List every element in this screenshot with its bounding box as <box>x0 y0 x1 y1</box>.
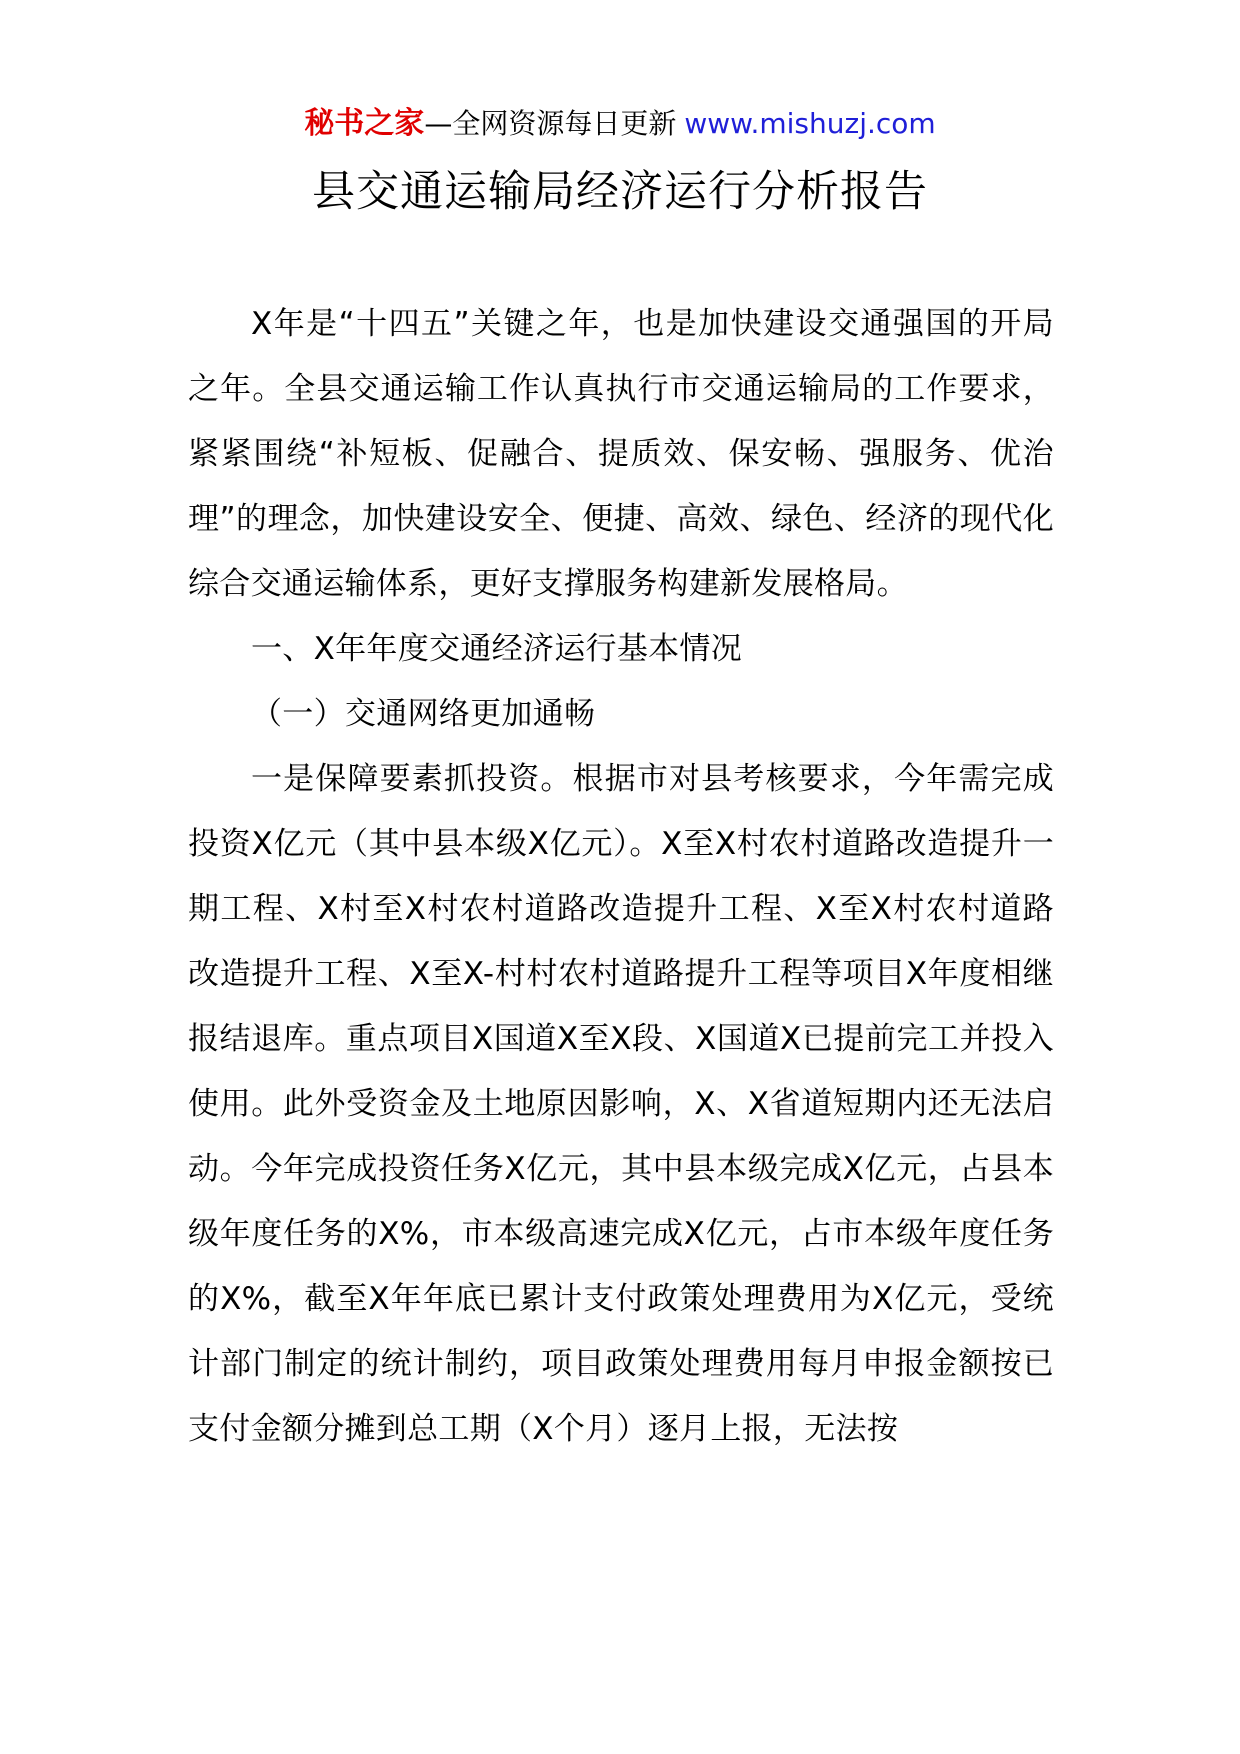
site-brand: 秘书之家 <box>304 106 425 141</box>
site-url-link[interactable]: www.mishuzj.com <box>684 107 936 140</box>
intro-paragraph: X年是“十四五”关键之年，也是加快建设交通强国的开局之年。全县交通运输工作认真执行市交通运输局的工作要求，紧紧围绕“补短板、促融合、提质效、保安畅、强服务、优治理”的理念，加快建设安全、便捷、高效、绿色、经济的现代化综合交通运输体系，更好支撑服务构建新发展格局。 <box>188 306 1054 602</box>
document-body <box>188 292 1054 1462</box>
site-slogan: 全网资源每日更新 <box>452 107 677 140</box>
section-heading: 一、X年年度交通经济运行基本情况 <box>251 631 743 667</box>
banner-dash: — <box>424 107 453 140</box>
subsection-heading: （一）交通网络更加通畅 <box>251 696 596 732</box>
site-banner <box>0 104 1240 144</box>
document-title: 县交通运输局经济运行分析报告 <box>312 167 928 217</box>
investment-paragraph: 一是保障要素抓投资。根据市对县考核要求，今年需完成投资X亿元（其中县本级X亿元）。X至X村农村道路改造提升一期工程、X村至X村农村道路改造提升工程、X至X村农村道路改造提升工程、X至X-村村农村道路提升工程等项目X年度相继报结退库。重点项目X国道X至X段、X国道X已提前完工并投入使用。此外受资金及土地原因影响，X、X省道短期内还无法启动。今年完成投资任务X亿元，其中县本级完成X亿元，占县本级年度任务的X%，市本级高速完成X亿元，占市本级年度任务的X%，截至X年年底已累计支付政策处理费用为X亿元，受统计部门制定的统计制约，项目政策处理费用每月申报金额按已支付金额分摊到总工期（X个月）逐月上报，无法按 <box>188 761 1054 1447</box>
